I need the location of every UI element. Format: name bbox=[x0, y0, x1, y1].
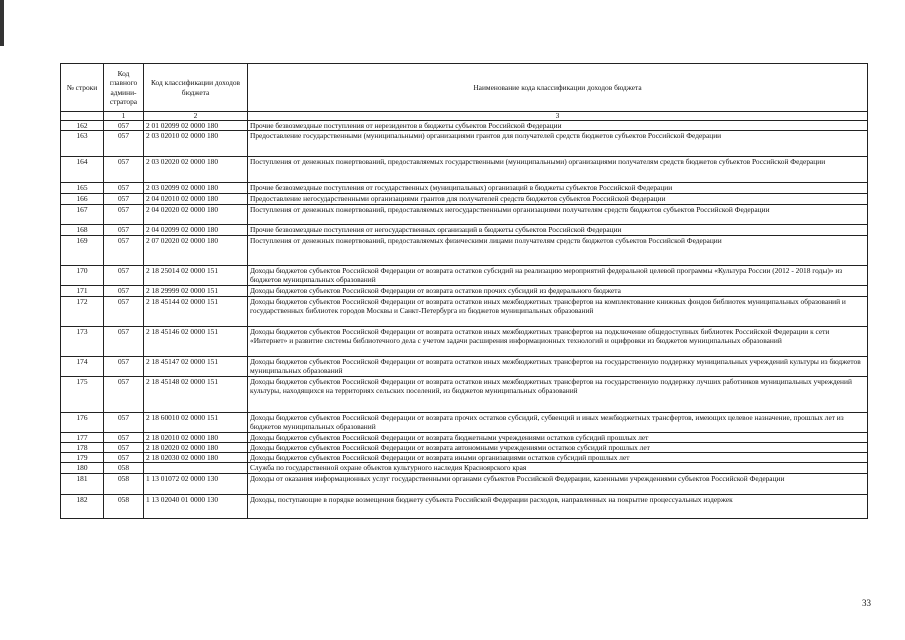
row-number-cell: 175 bbox=[61, 377, 104, 413]
scan-edge-mark bbox=[0, 0, 4, 46]
classification-code-cell: 2 18 29999 02 0000 151 bbox=[144, 286, 248, 297]
classification-code-cell bbox=[144, 463, 248, 474]
name-cell: Доходы от оказания информационных услуг государственными органами субъектов Российской Федерации, казенными учреждениями субъектов Российской Федерации bbox=[248, 474, 868, 495]
table-row bbox=[61, 121, 868, 131]
admin-code-cell: 057 bbox=[104, 377, 144, 413]
row-number-cell: 166 bbox=[61, 194, 104, 205]
admin-code-cell: 057 bbox=[104, 183, 144, 194]
row-number-cell: 171 bbox=[61, 286, 104, 297]
name-cell: Служба по государственной охране объектов культурного наследия Красноярского края bbox=[248, 463, 868, 474]
name-cell: Предоставление негосударственными организациями грантов для получателей средств бюджетов субъектов Российской Федерации bbox=[248, 194, 868, 205]
admin-code-cell: 057 bbox=[104, 205, 144, 225]
classification-code-cell: 2 18 25014 02 0000 151 bbox=[144, 266, 248, 286]
row-number-cell: 169 bbox=[61, 236, 104, 266]
name-cell: Поступления от денежных пожертвований, предоставляемых государственными (муниципальными) организациями получателям средств бюджетов субъектов Российской Федерации bbox=[248, 157, 868, 183]
classification-code-cell: 2 01 02099 02 0000 180 bbox=[144, 121, 248, 131]
classification-code-cell: 2 18 45144 02 0000 151 bbox=[144, 297, 248, 327]
index-cell bbox=[61, 112, 104, 121]
classification-code-cell: 2 18 45148 02 0000 151 bbox=[144, 377, 248, 413]
row-number-cell: 173 bbox=[61, 327, 104, 357]
page-number: 33 bbox=[862, 598, 871, 608]
table-row bbox=[61, 377, 868, 413]
row-number-cell: 164 bbox=[61, 157, 104, 183]
table-row bbox=[61, 413, 868, 433]
table-row bbox=[61, 205, 868, 225]
table-row bbox=[61, 453, 868, 463]
row-number-cell: 177 bbox=[61, 433, 104, 443]
row-number-cell: 179 bbox=[61, 453, 104, 463]
admin-code-cell: 058 bbox=[104, 474, 144, 495]
header-admin-code: Код главного админи-стратора bbox=[104, 64, 144, 112]
name-cell: Доходы бюджетов субъектов Российской Федерации от возврата остатков прочих субсидий из федерального бюджета bbox=[248, 286, 868, 297]
admin-code-cell: 057 bbox=[104, 327, 144, 357]
name-cell: Поступления от денежных пожертвований, предоставляемых физическими лицами получателям средств бюджетов субъектов Российской Федерации bbox=[248, 236, 868, 266]
header-name: Наименование кода классификации доходов бюджета bbox=[248, 64, 868, 112]
admin-code-cell: 057 bbox=[104, 194, 144, 205]
admin-code-cell: 057 bbox=[104, 453, 144, 463]
row-number-cell: 167 bbox=[61, 205, 104, 225]
row-number-cell: 172 bbox=[61, 297, 104, 327]
admin-code-cell: 057 bbox=[104, 121, 144, 131]
row-number-cell: 168 bbox=[61, 225, 104, 236]
classification-code-cell: 2 04 02099 02 0000 180 bbox=[144, 225, 248, 236]
name-cell: Доходы бюджетов субъектов Российской Федерации от возврата остатков иных межбюджетных трансфертов на подключение общедоступных библиотек Российской Федерации к сети «Интернет» и развитие системы библиотечного дела с учетом задачи расширения информационных технологий и оцифровки из бюджетов муниципальных образований bbox=[248, 327, 868, 357]
admin-code-cell: 058 bbox=[104, 495, 144, 519]
name-cell: Поступления от денежных пожертвований, предоставляемых негосударственными организациями получателям средств бюджетов субъектов Российской Федерации bbox=[248, 205, 868, 225]
name-cell: Доходы бюджетов субъектов Российской Федерации от возврата остатков иных межбюджетных трансфертов на государственную поддержку муниципальных учреждений культуры из бюджетов муниципальных образований bbox=[248, 357, 868, 377]
header-classification-code: Код классификации доходов бюджета bbox=[144, 64, 248, 112]
classification-code-cell: 1 13 02040 01 0000 130 bbox=[144, 495, 248, 519]
index-cell: 2 bbox=[144, 112, 248, 121]
table-row bbox=[61, 474, 868, 495]
row-number-cell: 176 bbox=[61, 413, 104, 433]
admin-code-cell: 057 bbox=[104, 297, 144, 327]
classification-code-cell: 2 18 45147 02 0000 151 bbox=[144, 357, 248, 377]
admin-code-cell: 057 bbox=[104, 357, 144, 377]
name-cell: Прочие безвозмездные поступления от нерезидентов в бюджеты субъектов Российской Федерации bbox=[248, 121, 868, 131]
admin-code-cell: 057 bbox=[104, 266, 144, 286]
table-row bbox=[61, 157, 868, 183]
classification-code-cell: 2 18 45146 02 0000 151 bbox=[144, 327, 248, 357]
revenue-classification-table bbox=[60, 63, 868, 519]
classification-code-cell: 2 04 02020 02 0000 180 bbox=[144, 205, 248, 225]
table-row bbox=[61, 266, 868, 286]
table-row bbox=[61, 495, 868, 519]
row-number-cell: 170 bbox=[61, 266, 104, 286]
table-header-row bbox=[61, 64, 868, 112]
table-row bbox=[61, 297, 868, 327]
admin-code-cell: 057 bbox=[104, 286, 144, 297]
classification-code-cell: 2 18 02010 02 0000 180 bbox=[144, 433, 248, 443]
name-cell: Доходы бюджетов субъектов Российской Федерации от возврата бюджетными учреждениями остатков субсидий прошлых лет bbox=[248, 433, 868, 443]
admin-code-cell: 057 bbox=[104, 225, 144, 236]
admin-code-cell: 057 bbox=[104, 443, 144, 453]
classification-code-cell: 1 13 01072 02 0000 130 bbox=[144, 474, 248, 495]
index-cell: 3 bbox=[248, 112, 868, 121]
header-row-number: № строки bbox=[61, 64, 104, 112]
row-number-cell: 181 bbox=[61, 474, 104, 495]
row-number-cell: 163 bbox=[61, 131, 104, 157]
table-row bbox=[61, 194, 868, 205]
admin-code-cell: 058 bbox=[104, 463, 144, 474]
classification-code-cell: 2 18 02030 02 0000 180 bbox=[144, 453, 248, 463]
name-cell: Предоставление государственными (муниципальными) организациями грантов для получателей средств бюджетов субъектов Российской Федерации bbox=[248, 131, 868, 157]
classification-code-cell: 2 03 02099 02 0000 180 bbox=[144, 183, 248, 194]
classification-code-cell: 2 03 02020 02 0000 180 bbox=[144, 157, 248, 183]
row-number-cell: 174 bbox=[61, 357, 104, 377]
name-cell: Прочие безвозмездные поступления от негосударственных организаций в бюджеты субъектов Российской Федерации bbox=[248, 225, 868, 236]
row-number-cell: 162 bbox=[61, 121, 104, 131]
name-cell: Доходы бюджетов субъектов Российской Федерации от возврата прочих остатков субсидий, субвенций и иных межбюджетных трансфертов, имеющих целевое назначение, прошлых лет из бюджетов муниципальных образований bbox=[248, 413, 868, 433]
table-row bbox=[61, 443, 868, 453]
table-row bbox=[61, 131, 868, 157]
table-row bbox=[61, 463, 868, 474]
name-cell: Доходы, поступающие в порядке возмещения бюджету субъекта Российской Федерации расходов, направленных на покрытие процессуальных издержек bbox=[248, 495, 868, 519]
admin-code-cell: 057 bbox=[104, 433, 144, 443]
classification-code-cell: 2 18 60010 02 0000 151 bbox=[144, 413, 248, 433]
name-cell: Прочие безвозмездные поступления от государственных (муниципальных) организаций в бюджеты субъектов Российской Федерации bbox=[248, 183, 868, 194]
classification-code-cell: 2 18 02020 02 0000 180 bbox=[144, 443, 248, 453]
table-row bbox=[61, 183, 868, 194]
classification-code-cell: 2 04 02010 02 0000 180 bbox=[144, 194, 248, 205]
admin-code-cell: 057 bbox=[104, 236, 144, 266]
name-cell: Доходы бюджетов субъектов Российской Федерации от возврата остатков иных межбюджетных трансфертов на государственную поддержку лучших работников муниципальных учреждений культуры, находящихся на территориях сельских поселений, из бюджетов муниципальных образований bbox=[248, 377, 868, 413]
table-row bbox=[61, 327, 868, 357]
admin-code-cell: 057 bbox=[104, 131, 144, 157]
table-row bbox=[61, 286, 868, 297]
row-number-cell: 165 bbox=[61, 183, 104, 194]
name-cell: Доходы бюджетов субъектов Российской Федерации от возврата автономными учреждениями остатков субсидий прошлых лет bbox=[248, 443, 868, 453]
row-number-cell: 180 bbox=[61, 463, 104, 474]
name-cell: Доходы бюджетов субъектов Российской Федерации от возврата иными организациями остатков субсидий прошлых лет bbox=[248, 453, 868, 463]
table-row bbox=[61, 357, 868, 377]
name-cell: Доходы бюджетов субъектов Российской Федерации от возврата остатков субсидий на реализацию мероприятий федеральной целевой программы «Культура России (2012 - 2018 годы)» из бюджетов муниципальных образований bbox=[248, 266, 868, 286]
row-number-cell: 182 bbox=[61, 495, 104, 519]
table-row bbox=[61, 433, 868, 443]
name-cell: Доходы бюджетов субъектов Российской Федерации от возврата остатков иных межбюджетных трансфертов на комплектование книжных фондов библиотек муниципальных образований и государственных библиотек городов Москвы и Санкт-Петербурга из бюджетов муниципальных образований bbox=[248, 297, 868, 327]
row-number-cell: 178 bbox=[61, 443, 104, 453]
admin-code-cell: 057 bbox=[104, 413, 144, 433]
index-cell: 1 bbox=[104, 112, 144, 121]
table-body bbox=[61, 121, 868, 519]
table-row bbox=[61, 225, 868, 236]
column-index-row bbox=[61, 112, 868, 121]
classification-code-cell: 2 03 02010 02 0000 180 bbox=[144, 131, 248, 157]
classification-code-cell: 2 07 02020 02 0000 180 bbox=[144, 236, 248, 266]
admin-code-cell: 057 bbox=[104, 157, 144, 183]
table-row bbox=[61, 236, 868, 266]
